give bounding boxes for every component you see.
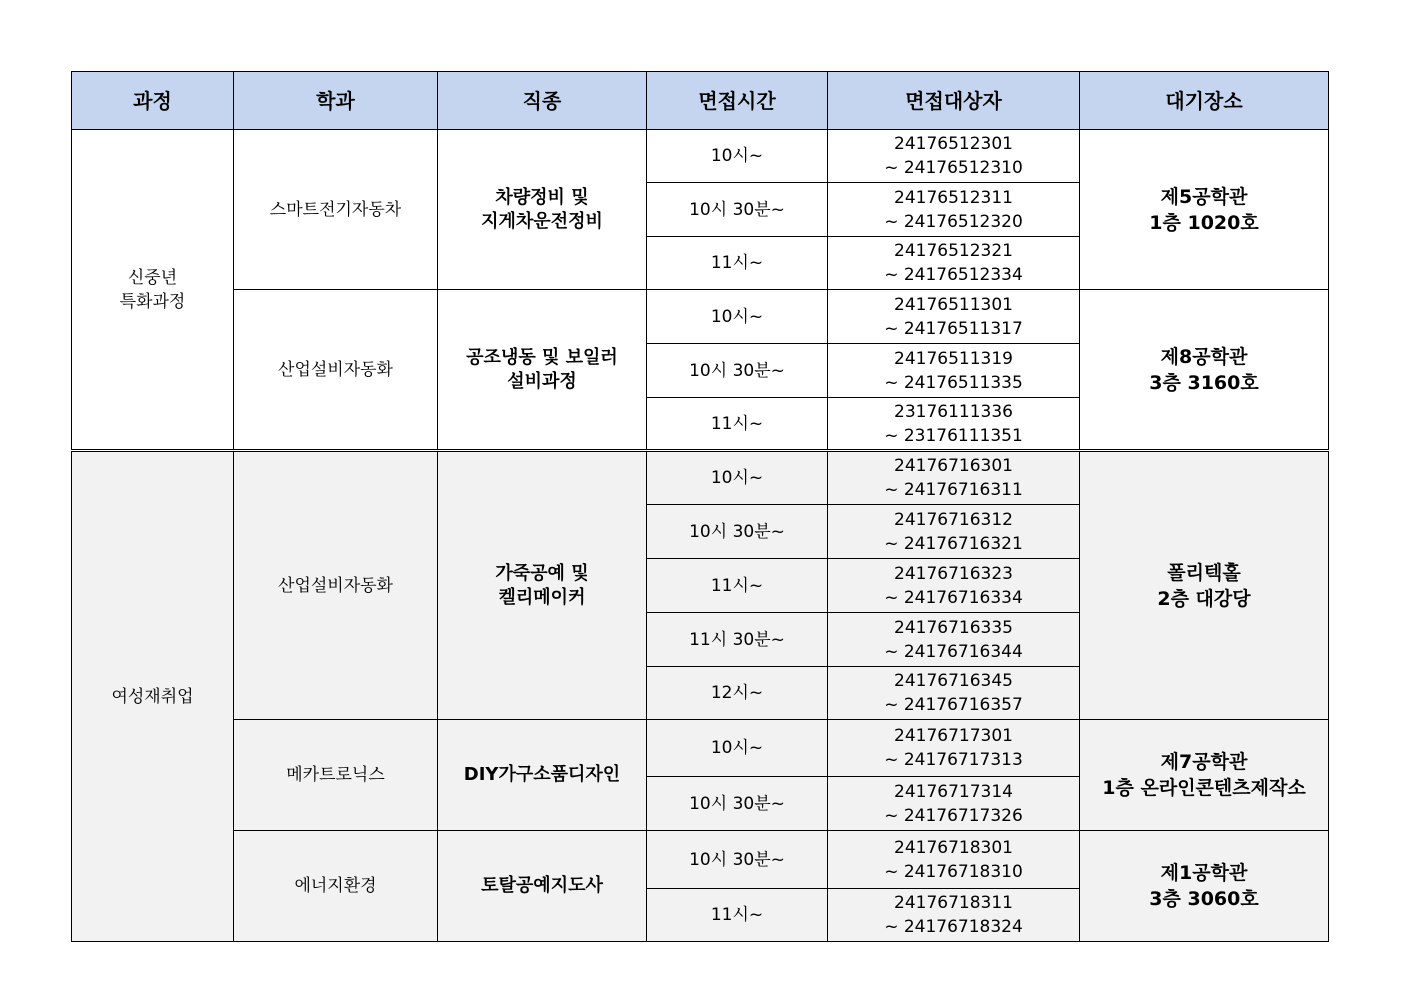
dept-cell: 메카트로닉스	[234, 720, 438, 831]
table-row	[72, 720, 1329, 777]
place-line: 제8공학관	[1160, 345, 1248, 368]
time-cell: 10시 30분~	[647, 777, 828, 831]
target-to: ~ 24176716334	[884, 587, 1023, 608]
target-from: 24176511319	[894, 348, 1013, 369]
target-to: ~ 24176716344	[884, 641, 1023, 662]
dept-cell: 에너지환경	[234, 831, 438, 942]
target-cell	[828, 130, 1080, 183]
course-line: 신중년	[127, 267, 178, 288]
place-line: 3층 3060호	[1149, 888, 1259, 910]
target-cell	[828, 777, 1080, 831]
header-target: 면접대상자	[828, 72, 1080, 130]
target-cell	[828, 398, 1080, 451]
dept-cell: 산업설비자동화	[234, 290, 438, 451]
time-cell: 10시~	[647, 720, 828, 777]
place-cell	[1080, 130, 1329, 290]
header-row	[72, 72, 1329, 130]
place-line: 폴리텍홀	[1167, 561, 1241, 584]
time-cell: 10시~	[647, 130, 828, 183]
course-cell	[72, 130, 234, 451]
place-cell	[1080, 290, 1329, 451]
header-course: 과정	[72, 72, 234, 130]
time-cell: 10시 30분~	[647, 505, 828, 559]
place-line: 1층 1020호	[1149, 211, 1259, 234]
target-cell	[828, 720, 1080, 777]
time-cell: 11시~	[647, 237, 828, 290]
table-row	[72, 130, 1329, 183]
target-cell	[828, 505, 1080, 559]
target-cell	[828, 889, 1080, 942]
target-to: ~ 24176717326	[884, 805, 1023, 826]
header-place: 대기장소	[1080, 72, 1329, 130]
job-line: 가죽공예 및	[495, 562, 589, 584]
job-line: 차량정비 및	[495, 186, 589, 208]
target-from: 24176718301	[894, 837, 1013, 858]
time-cell: 10시 30분~	[647, 831, 828, 889]
target-from: 24176717314	[894, 781, 1013, 802]
target-to: ~ 24176511335	[884, 372, 1023, 393]
time-cell: 11시~	[647, 398, 828, 451]
target-to: ~ 24176718324	[884, 917, 1023, 937]
dept-cell: 산업설비자동화	[234, 451, 438, 720]
interview-schedule-sheet	[71, 71, 1328, 942]
place-line: 3층 3160호	[1149, 371, 1259, 394]
target-from: 24176718311	[894, 893, 1013, 913]
time-cell: 12시~	[647, 667, 828, 720]
table-row	[72, 831, 1329, 889]
job-cell	[438, 290, 647, 451]
time-cell: 11시~	[647, 889, 828, 942]
target-from: 24176511301	[894, 294, 1013, 315]
target-cell	[828, 290, 1080, 344]
target-from: 24176716301	[894, 456, 1013, 476]
time-cell: 10시~	[647, 290, 828, 344]
target-cell	[828, 559, 1080, 613]
header-job: 직종	[438, 72, 647, 130]
target-from: 23176111336	[894, 401, 1013, 422]
target-cell	[828, 667, 1080, 720]
job-cell: 토탈공예지도사	[438, 831, 647, 942]
job-line: 설비과정	[507, 370, 577, 392]
target-from: 24176716323	[894, 563, 1013, 584]
header-dept: 학과	[234, 72, 438, 130]
time-cell: 10시~	[647, 451, 828, 505]
target-from: 24176716345	[894, 671, 1013, 691]
job-cell: DIY가구소품디자인	[438, 720, 647, 831]
target-from: 24176512301	[894, 134, 1013, 154]
target-cell	[828, 237, 1080, 290]
target-to: ~ 24176512320	[884, 211, 1023, 232]
target-to: ~ 23176111351	[884, 425, 1023, 446]
time-cell: 11시~	[647, 559, 828, 613]
place-line: 제7공학관	[1160, 751, 1248, 773]
place-line: 제5공학관	[1160, 185, 1248, 208]
target-from: 24176512311	[894, 187, 1013, 208]
place-line: 제1공학관	[1160, 862, 1248, 884]
table-row	[72, 451, 1329, 505]
place-cell	[1080, 831, 1329, 942]
table-row	[72, 290, 1329, 344]
job-cell	[438, 130, 647, 290]
target-to: ~ 24176716357	[884, 695, 1023, 715]
place-cell	[1080, 720, 1329, 831]
job-cell	[438, 451, 647, 720]
target-to: ~ 24176512334	[884, 265, 1023, 285]
job-line: 공조냉동 및 보일러	[466, 346, 618, 368]
target-from: 24176716312	[894, 509, 1013, 530]
target-cell	[828, 613, 1080, 667]
target-from: 24176716335	[894, 617, 1013, 638]
target-cell	[828, 451, 1080, 505]
target-cell	[828, 831, 1080, 889]
dept-cell: 스마트전기자동차	[234, 130, 438, 290]
place-line: 2층 대강당	[1157, 587, 1251, 610]
target-cell	[828, 183, 1080, 237]
target-to: ~ 24176512310	[884, 158, 1023, 178]
job-line: 지게차운전정비	[481, 210, 603, 232]
target-to: ~ 24176718310	[884, 861, 1023, 882]
interview-schedule-table	[71, 71, 1329, 942]
time-cell: 10시 30분~	[647, 344, 828, 398]
target-from: 24176717301	[894, 726, 1013, 746]
target-to: ~ 24176716311	[884, 480, 1023, 500]
target-cell	[828, 344, 1080, 398]
target-to: ~ 24176511317	[884, 318, 1023, 339]
place-cell	[1080, 451, 1329, 720]
time-cell: 11시 30분~	[647, 613, 828, 667]
course-line: 특화과정	[119, 291, 186, 312]
header-time: 면접시간	[647, 72, 828, 130]
course-cell: 여성재취업	[72, 451, 234, 942]
time-cell: 10시 30분~	[647, 183, 828, 237]
place-line: 1층 온라인콘텐츠제작소	[1102, 777, 1306, 799]
target-from: 24176512321	[894, 241, 1013, 261]
target-to: ~ 24176716321	[884, 533, 1023, 554]
job-line: 켈리메이커	[498, 586, 586, 608]
target-to: ~ 24176717313	[884, 750, 1023, 770]
